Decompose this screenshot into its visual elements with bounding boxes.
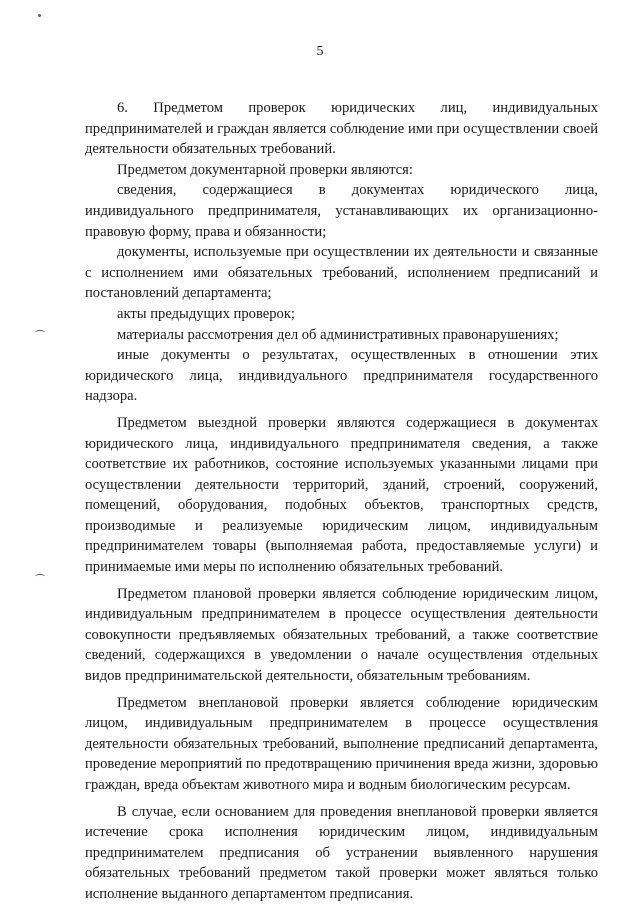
scan-mark-left-2 <box>35 574 45 579</box>
paragraph-onsite-inspection: Предметом выездной проверки являются содержащиеся в документах юридического лица, индивидуального предпринимателя сведения, а также соответствие их работников, состояние используемых указанными лицами при осуществлении деятельности территорий, зданий, строений, сооружений, помещений, оборудования, подобных объектов, транспортных средств, производимые и реализуемые юридическим лицом, индивидуальным предпринимателем товары (выполняемая работа, предоставляемые услуги) и принимаемые ими меры по исполнению обязательных требований. <box>85 414 598 576</box>
paragraph-documents-used: документы, используемые при осуществлении их деятельности и связанные с исполнением ими обязательных требований, исполнением предписаний и постановлений департамента; <box>85 244 598 302</box>
paragraph-other-documents: иные документы о результатах, осуществленных в отношении этих юридического лица, индивидуального предпринимателя государственного надзора. <box>85 347 598 405</box>
paragraph-documentary-inspection-heading: Предметом документарной проверки являются: <box>117 161 413 178</box>
paragraph-order-execution-case: В случае, если основанием для проведения внеплановой проверки является истечение срока исполнения юридическим лицом, индивидуальным предпринимателем предписания об устранении выявленного нарушения обязательных требований предметом такой проверки может являться только исполнение выданного департаментом предписания. <box>85 803 598 902</box>
paragraph-previous-acts: акты предыдущих проверок; <box>117 305 295 322</box>
paragraph-info-in-documents: сведения, содержащиеся в документах юридического лица, индивидуального предпринимателя, устанавливающих их организационно-правовую форму, права и обязанности; <box>85 182 598 240</box>
document-body <box>85 98 598 905</box>
paragraph-subject-of-inspections: 6. Предметом проверок юридических лиц, индивидуальных предпринимателей и граждан является соблюдение ими при осуществлении своей деятельности обязательных требований. <box>85 100 598 158</box>
scan-mark-left-1 <box>35 330 45 335</box>
paragraph-administrative-materials: материалы рассмотрения дел об административных правонарушениях; <box>117 326 559 343</box>
scan-mark-top <box>38 14 41 17</box>
paragraph-unscheduled-inspection: Предметом внеплановой проверки является соблюдение юридическим лицом, индивидуальным предпринимателем в процессе осуществления деятельности обязательных требований, выполнение предписаний департамента, проведение мероприятий по предотвращению причинения вреда жизни, здоровью граждан, вреда объектам животного мира и водным биологическим ресурсам. <box>85 694 598 793</box>
page-number: 5 <box>316 44 324 59</box>
paragraph-planned-inspection: Предметом плановой проверки является соблюдение юридическим лицом, индивидуальным предпринимателем в процессе осуществления деятельности совокупности предъявляемых обязательных требований, а также соответствие сведений, содержащихся в уведомлении о начале осуществления отдельных видов предпринимательской деятельности, обязательным требованиям. <box>85 585 598 685</box>
